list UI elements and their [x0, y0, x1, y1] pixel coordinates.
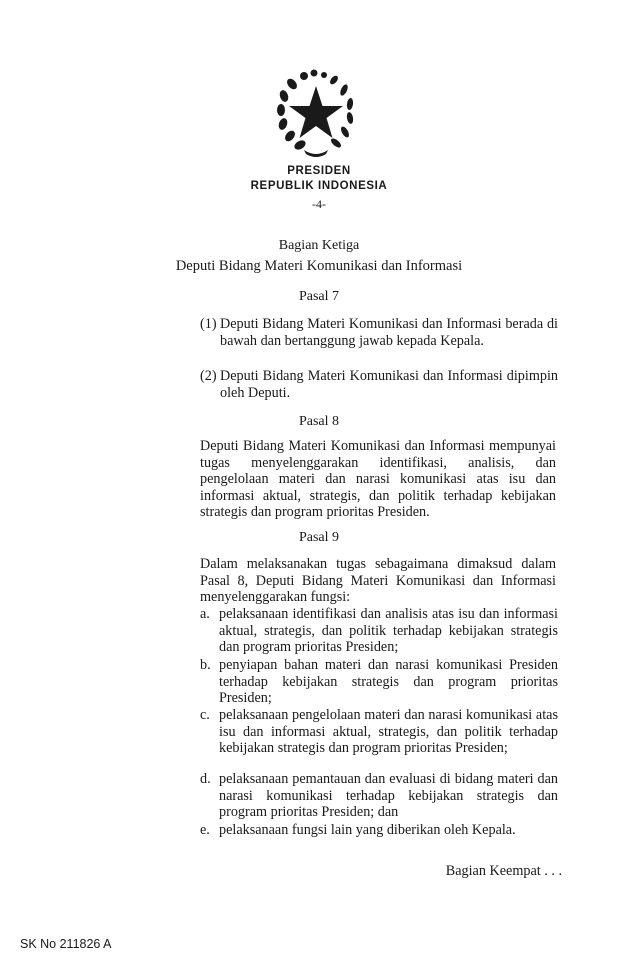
list-item-number: (1) — [200, 316, 217, 332]
list-item — [200, 771, 558, 821]
list-item-text: penyiapan bahan materi dan narasi komunikasi Presiden terhadap kebijakan strategis dan program prioritas Presiden; — [219, 657, 558, 706]
pasal-9-heading: Pasal 9 — [298, 530, 340, 545]
list-item-text: pelaksanaan pengelolaan materi dan narasi komunikasi atas isu dan informasi aktual, strategis, dan politik terhadap kebijakan strategis dan program prioritas Presiden; — [219, 707, 558, 756]
header-presiden: PRESIDEN — [287, 165, 351, 177]
pasal-7-heading: Pasal 7 — [298, 289, 340, 304]
list-item-number: (2) — [200, 368, 217, 384]
presidential-emblem-icon — [274, 68, 358, 160]
list-item-text: pelaksanaan fungsi lain yang diberikan oleh Kepala. — [219, 822, 516, 838]
list-item-text: Deputi Bidang Materi Komunikasi dan Informasi berada di bawah dan bertanggung jawab kepada Kepala. — [220, 316, 558, 349]
list-item-text: pelaksanaan pemantauan dan evaluasi di bidang materi dan narasi komunikasi terhadap kebijakan strategis dan program prioritas Presiden; dan — [219, 771, 558, 820]
list-item-text: Deputi Bidang Materi Komunikasi dan Informasi dipimpin oleh Deputi. — [220, 368, 558, 401]
list-item — [200, 368, 558, 401]
header-republik-indonesia: REPUBLIK INDONESIA — [250, 180, 388, 192]
list-item-letter: b. — [200, 657, 211, 673]
list-item — [200, 316, 558, 349]
sk-number: SK No 211826 A — [20, 937, 112, 951]
pasal-8-text: Deputi Bidang Materi Komunikasi dan Informasi mempunyai tugas menyelenggarakan identifikasi, analisis, dan pengelolaan materi dan narasi komunikasi atas isu dan informasi aktual, strategis, dan politik terhadap kebijakan strategis dan program prioritas Presiden. — [200, 438, 556, 520]
section-title: Bagian Ketiga — [278, 238, 360, 253]
list-item-letter: a. — [200, 606, 210, 622]
pasal-8-heading: Pasal 8 — [298, 414, 340, 429]
list-item — [200, 822, 558, 839]
section-subtitle: Deputi Bidang Materi Komunikasi dan Informasi — [175, 258, 463, 274]
list-item-letter: c. — [200, 707, 210, 723]
list-item — [200, 657, 558, 707]
list-item-letter: d. — [200, 771, 211, 787]
next-section-marker: Bagian Keempat . . . — [445, 863, 562, 879]
list-item-letter: e. — [200, 822, 210, 838]
list-item — [200, 606, 558, 656]
list-item — [200, 707, 558, 757]
list-item-text: pelaksanaan identifikasi dan analisis atas isu dan informasi aktual, strategis, dan politik terhadap kebijakan strategis dan program prioritas Presiden; — [219, 606, 558, 655]
page-number: -4- — [312, 197, 326, 211]
pasal-9-intro: Dalam melaksanakan tugas sebagaimana dimaksud dalam Pasal 8, Deputi Bidang Materi Komunikasi dan Informasi menyelenggarakan fungsi: — [200, 556, 556, 605]
